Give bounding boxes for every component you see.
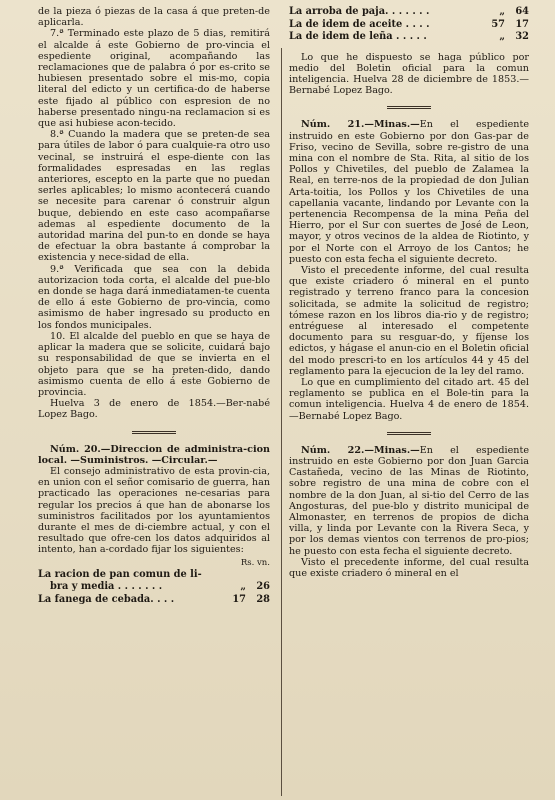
price-label: La de idem de leña . . . . . [289,31,427,42]
column-divider [281,48,282,796]
price-vellon: 64 [515,6,529,17]
price-row [38,594,270,607]
price-table [38,569,270,607]
section-body-num-21: En el espediente instruido en este Gobierno por don Gas-par de Friso, vecino de Sevilla, sobre re-gistro de una mina con el nombre de Sta. Rita, al sitio de los Pollos y Chivetiles, del pueblo de Zalamea la Real, en terre-nos de la propiedad de don Julian Arta-toitia, los Pollos y los Chivetiles de una capellania vacante, lindando por Levante con la pertenencia Recompensa de la mina Peña del Hierro, por el Sur con suertes de José de Leon, mayor, y otros vecinos de la aldea de Riotinto, y por el Norte con el Arroyo de los Cantos; he puesto con esta fecha el siguiente decreto. [289,119,529,265]
right-column [289,6,529,579]
left-column [38,6,270,606]
paragraph: de la pieza ó piezas de la casa á que preten-de aplicarla. [38,6,270,29]
spacer [289,44,529,52]
price-label: La fanega de cebada. . . . [38,593,175,605]
price-label: La arroba de paja. . . . . . . [289,6,430,17]
price-row [38,569,270,582]
price-label: La racion de pan comun de li- [38,568,202,580]
price-reales: „ [240,581,246,593]
section-num-22 [289,445,529,557]
price-table-continued [289,6,529,44]
decree-num-21: Visto el precedente informe, del cual resulta que existe criadero ó mineral en el punto registrado y terreno franco para la concesion solicitada, se admite la solicitud de registro; tómese razon en los libros dia-rio y de registro; entréguese al interesado el competente documento para su resguar-do, y fíjense los edictos, y hágase el anun-cio en el Boletin oficial del modo prescri-to en los artículos 44 y 45 del reglamento para la ejecucion de la ley del ramo. [289,264,529,377]
price-reales: „ [499,6,505,17]
price-row [289,6,529,19]
price-vellon: 28 [256,593,270,605]
price-label-continued: bra y media . . . . . . . [50,581,163,593]
price-row [289,31,529,44]
price-column-header: Rs. vn. [240,557,270,568]
price-vellon: 17 [515,18,529,30]
section-separator [132,431,176,434]
price-reales: „ [499,31,505,42]
price-row [289,19,529,32]
section-body-num-22: En el espediente instruido en este Gobierno por don Juan Garcia Castañeda, vecino de las Minas de Riotinto, sobre registro de una mina de cobre con el nombre de la don Juan, al si-tio del Cerro de las Angosturas, del pue-blo y distrito municipal de Almonaster, en terrenos de propios de dicha villa, y linda por Levante con la Rivera Seca, y por los demas vientos con terrenos de pro-pios; he puesto con esta fecha el siguiente decreto. [289,444,529,557]
section-num-21 [289,119,529,265]
price-reales: 17 [232,593,246,605]
circular-closing: Lo que he dispuesto se haga público por medio del Boletin oficial para la comun inteligencia. Huelva 28 de diciembre de 1853.—Bernabé Lopez Bago. [289,51,529,97]
decree-num-22: Visto el precedente informe, del cual resulta que existe criadero ó mineral en el [289,556,529,580]
signature: Huelva 3 de enero de 1854.—Ber-nabé Lopez Bago. [38,398,270,421]
section-heading-num-21: Núm. 21.—Minas.— [301,119,420,131]
price-vellon: 32 [515,31,529,42]
section-separator [387,106,431,109]
paragraph-rule-8: 8.ª Cuando la madera que se preten-de sea para útiles de labor ó para cualquie-ra otro uso vecinal, se instruirá el espe-diente con las formalidades espresadas en las reglas anteriores, escepto en la parte que no puedan serles aplicables; lo mismo acontecerá cuando se necesite para carenar ó construir algun buque, debiendo en este caso acompañarse ademas al espediente documento de la autoridad marina del pun-to en donde se haya de efectuar la obra bastante á comprobar la existencia y nece-sidad de ella. [38,129,270,264]
closing-num-21: Lo que en cumplimiento del citado art. 45 del reglamento se publica en el Bole-tin para la comun inteligencia. Huelva 4 de enero de 1854.—Bernabé Lopez Bago. [289,376,529,422]
price-reales: 57 [491,18,505,30]
paragraph-rule-9: 9.ª Verificada que sea con la debida autorizacion toda corta, el alcalde del pue-blo en donde se haga dará inmediatamen-te cuenta de ello á este Gobierno de pro-vincia, como asimismo de haber ingresado su producto en los fondos municipales. [38,263,270,331]
price-vellon: 26 [256,581,270,593]
section-heading-num-22: Núm. 22.—Minas.— [301,444,420,456]
price-row [38,581,270,594]
section-separator [387,432,431,435]
price-label: La de idem de aceite . . . . [289,18,430,30]
circular-body: El consejo administrativo de esta provin-cia, en union con el señor comisario de guerra, han practicado las operaciones ne-cesarias para regular los precios á que han de abonarse los suministros facilitados por los ayuntamientos durante el mes de di-ciembre actual, y con el resultado que ofre-cen los datos adquiridos al intento, han a-cordado fijar los siguientes: [38,465,270,556]
paragraph-rule-7: 7.ª Terminado este plazo de 5 dias, remitirá el alcalde á este Gobierno de pro-vincia el espediente original, acompañando las reclamaciones que de palabra ó por es-crito se hubiesen presentado sobre el mis-mo, copia literal del edicto y un certifica-do de haberse este fijado al público con espresion de no haberse presentado ningu-na reclamacion si es que asi hubiese acon-tecido. [38,28,270,130]
section-heading-num-20: Núm. 20.—Direccion de administra-cion local. —Suministros. —Circular.— [38,443,270,466]
paragraph-rule-10: 10. El alcalde del pueblo en que se haya de aplicar la madera que se solicite, cuidará bajo su responsabilidad de que se invierta en el objeto para que se ha preten-dido, dando asimismo cuenta de ello á este Gobierno de provincia. [38,330,270,398]
